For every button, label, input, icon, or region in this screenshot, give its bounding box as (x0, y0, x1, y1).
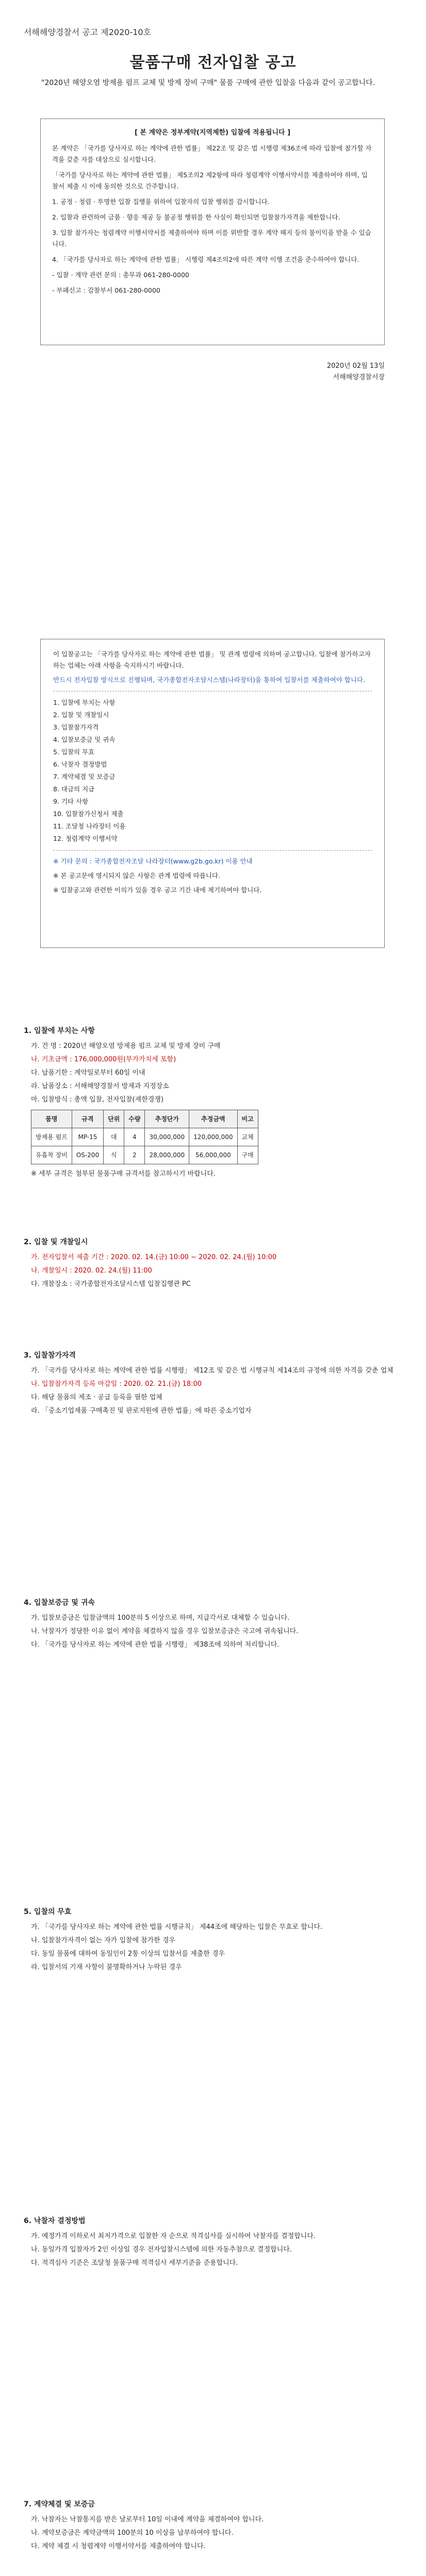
notice-paragraph: 본 계약은 「국가를 당사자로 하는 계약에 관한 법률」 제22조 및 같은 법 시행령 제36조에 따라 입찰에 참가할 자격을 갖춘 자를 대상으로 실시합니다. (52, 144, 372, 163)
list-item: 8. 대금의 지급 (53, 785, 95, 793)
table-header: 추정금액 (189, 1110, 237, 1128)
section-line: 나. 기초금액 : 176,000,000원(부가가치세 포함) (31, 1056, 176, 1063)
page-title: 물품구매 전자입찰 공고 (129, 54, 297, 72)
table-header: 규격 (72, 1110, 103, 1128)
table-cell: 식 (104, 1146, 124, 1164)
notice-date: 2020년 02월 13일 (326, 362, 385, 370)
section-invalid-bid (24, 1906, 402, 1975)
item-table (31, 1110, 258, 1164)
table-row (31, 1128, 258, 1146)
table-cell: 교체 (237, 1128, 258, 1146)
list-item: 4. 입찰보증금 및 귀속 (53, 736, 116, 743)
table-cell: 56,000,000 (189, 1146, 237, 1164)
section-heading: 5. 입찰의 무효 (24, 1908, 72, 1916)
notice-paragraph: 1. 공정 · 청렴 · 투명한 입찰 집행을 위하여 입찰자의 입찰 행위를 감시합니다. (52, 198, 270, 206)
integrity-notice-box (40, 118, 385, 345)
section-award-method (24, 2215, 402, 2271)
section-line: 가. 낙찰자는 낙찰통지를 받은 날로부터 10일 이내에 계약을 체결하여야 합니다. (31, 2516, 264, 2523)
table-cell: 방제용 펌프 (31, 1128, 72, 1146)
notice-issuer: 서해해양경찰서장 (333, 374, 385, 381)
section-line: 가. 「국가를 당사자로 하는 계약에 관한 법률 시행규칙」 제44조에 해당하는 입찰은 무효로 합니다. (31, 1923, 323, 1931)
section-line: 나. 동일가격 입찰자가 2인 이상일 경우 전자입찰시스템에 의한 자동추첨으로 결정합니다. (31, 2246, 292, 2253)
list-item: 5. 입찰의 무효 (53, 748, 95, 756)
section-line: 나. 개찰일시 : 2020. 02. 24.(월) 11:00 (31, 1267, 152, 1275)
section-heading: 6. 낙찰자 결정방법 (24, 2217, 86, 2225)
table-header: 단위 (104, 1110, 124, 1128)
section-heading: 2. 입찰 및 개찰일시 (24, 1238, 88, 1246)
table-cell: 120,000,000 (189, 1128, 237, 1146)
outline-remark: ※ 입찰공고와 관련한 이의가 있을 경우 공고 기간 내에 제기하여야 합니다. (53, 886, 262, 894)
section-line: 다. 납품기한 : 계약일로부터 60일 이내 (31, 1069, 145, 1077)
section-line: 라. 입찰서의 기재 사항이 불명확하거나 누락된 경우 (31, 1963, 182, 1971)
section-line: 마. 입찰방식 : 총액 입찰, 전자입찰(제한경쟁) (31, 1096, 163, 1104)
section-line: 다. 해당 물품의 제조 · 공급 등록을 필한 업체 (31, 1394, 162, 1401)
outline-list (53, 697, 372, 845)
section-line: 가. 건 명 : 2020년 해양오염 방제용 펌프 교체 및 방제 장비 구매 (31, 1042, 221, 1050)
section-line: 다. 개찰장소 : 국가종합전자조달시스템 입찰집행관 PC (31, 1280, 191, 1288)
list-item: 10. 입찰참가신청서 제출 (53, 810, 124, 818)
section-contract (24, 2499, 402, 2554)
table-cell: MP-15 (72, 1128, 103, 1146)
section-heading: 1. 입찰에 부치는 사항 (24, 1027, 95, 1035)
section-schedule (24, 1236, 402, 1292)
list-item: 6. 낙찰자 결정방법 (53, 760, 107, 768)
intro-text: "2020년 해양오염 방제용 펌프 교체 및 방제 장비 구매" 물품 구매에 관한 입찰을 다음과 같이 공고합니다. (41, 79, 375, 87)
list-item: 11. 조달청 나라장터 이용 (53, 822, 126, 830)
section-line: 다. 동일 물품에 대하여 동일인이 2통 이상의 입찰서를 제출한 경우 (31, 1950, 225, 1958)
table-header: 추정단가 (145, 1110, 189, 1128)
section-heading: 7. 계약체결 및 보증금 (24, 2500, 95, 2509)
table-header: 비고 (237, 1110, 258, 1128)
date-block (327, 361, 385, 383)
section-line: 나. 낙찰자가 정당한 이유 없이 계약을 체결하지 않을 경우 입찰보증금은 국고에 귀속됩니다. (31, 1628, 299, 1635)
notice-paragraph: 2. 입찰과 관련하여 금품 · 향응 제공 등 불공정 행위를 한 사실이 확인되면 입찰참가자격을 제한합니다. (52, 213, 340, 221)
table-cell: 28,000,000 (145, 1146, 189, 1164)
outline-note: 반드시 전자입찰 방식으로 진행되며, 국가종합전자조달시스템(나라장터)을 통하여 입찰서를 제출하여야 합니다. (53, 676, 365, 684)
notice-paragraph: 3. 입찰 참가자는 청렴계약 이행서약서를 제출하여야 하며 이를 위반할 경우 계약 해지 등의 불이익을 받을 수 있습니다. (52, 229, 371, 248)
notice-box-title: [ 본 계약은 정부계약(지역제한) 입찰에 적용됩니다 ] (134, 129, 291, 137)
table-header-row (31, 1110, 258, 1128)
table-cell: 30,000,000 (145, 1128, 189, 1146)
section-line: 나. 입찰참가자격 등록 마감일 : 2020. 02. 21.(금) 18:00 (31, 1380, 202, 1388)
section-line: 나. 계약보증금은 계약금액의 100분의 10 이상을 납부하여야 합니다. (31, 2529, 234, 2537)
outline-box (40, 639, 385, 948)
section-line: 라. 「중소기업제품 구매촉진 및 판로지원에 관한 법률」에 따른 중소기업자 (31, 1407, 252, 1415)
section-deposit (24, 1597, 402, 1653)
section-line: 다. 계약 체결 시 청렴계약 이행서약서를 제출하여야 합니다. (31, 2543, 206, 2550)
table-cell: 구매 (237, 1146, 258, 1164)
table-cell: 4 (124, 1128, 145, 1146)
section-line: 라. 납품장소 : 서해해양경찰서 방제과 지정장소 (31, 1082, 169, 1090)
outline-remark: ※ 본 공고문에 명시되지 않은 사항은 관계 법령에 따릅니다. (53, 872, 220, 879)
list-item: 1. 입찰에 부치는 사항 (53, 699, 116, 706)
list-item: 2. 입찰 및 개찰일시 (53, 711, 109, 719)
section-line: 가. 전자입찰서 제출 기간 : 2020. 02. 14.(금) 10:00 ~ 2020. 02. 24.(월) 10:00 (31, 1253, 277, 1261)
notice-paragraph: 「국가를 당사자로 하는 계약에 관한 법률」 제5조의2 제2항에 따라 청렴계약 이행서약서를 제출하여야 하며, 입찰서 제출 시 이에 동의한 것으로 간주합니다. (52, 171, 368, 190)
table-header: 품명 (31, 1110, 72, 1128)
section-eligibility (24, 1350, 402, 1419)
table-header: 수량 (124, 1110, 145, 1128)
outline-lead: 이 입찰공고는 「국가를 당사자로 하는 계약에 관한 법률」 및 관계 법령에 의하여 공고합니다. 입찰에 참가하고자 하는 업체는 아래 사항을 숙지하시기 바랍니다. (53, 650, 371, 669)
section-line: 다. 「국가를 당사자로 하는 계약에 관한 법률 시행령」 제38조에 의하여 처리합니다. (31, 1641, 280, 1649)
notice-paragraph: 4. 「국가를 당사자로 하는 계약에 관한 법률」 시행령 제4조의2에 따른 계약 이행 조건을 준수하여야 합니다. (52, 256, 359, 263)
section-line: 가. 「국가를 당사자로 하는 계약에 관한 법률 시행령」 제12조 및 같은 법 시행규칙 제14조의 규정에 의한 자격을 갖춘 업체 (31, 1367, 394, 1375)
list-item: 7. 계약체결 및 보증금 (53, 773, 116, 781)
section-heading: 4. 입찰보증금 및 귀속 (24, 1599, 95, 1607)
table-cell: 유흡착 장비 (31, 1146, 72, 1164)
table-cell: OS-200 (72, 1146, 103, 1164)
notice-contact: - 입찰 · 계약 관련 문의 : 총무과 061-280-0000 (52, 271, 189, 279)
g2b-link[interactable]: ※ 기타 문의 : 국가종합전자조달 나라장터(www.g2b.go.kr) 이용 안내 (53, 857, 253, 865)
notice-contact: - 부패신고 : 감찰부서 061-280-0000 (52, 286, 160, 294)
section-line: 다. 적격심사 기준은 조달청 물품구매 적격심사 세부기준을 준용합니다. (31, 2259, 238, 2267)
list-item: 12. 청렴계약 이행서약 (53, 835, 118, 842)
list-item: 9. 기타 사항 (53, 798, 89, 805)
section-heading: 3. 입찰참가자격 (24, 1351, 76, 1360)
table-note: ※ 세부 규격은 첨부된 물품구매 규격서를 참고하시기 바랍니다. (31, 1170, 216, 1178)
section-bid-items (24, 1025, 402, 1182)
list-item: 3. 입찰참가자격 (53, 723, 99, 731)
table-row (31, 1146, 258, 1164)
section-line: 나. 입찰참가자격이 없는 자가 입찰에 참가한 경우 (31, 1937, 176, 1944)
notice-number: 서해해양경찰서 공고 제2020-10호 (24, 27, 152, 37)
table-cell: 대 (104, 1128, 124, 1146)
table-cell: 2 (124, 1146, 145, 1164)
divider (53, 850, 372, 851)
section-line: 가. 입찰보증금은 입찰금액의 100분의 5 이상으로 하며, 지급각서로 대체할 수 있습니다. (31, 1614, 290, 1622)
section-line: 가. 예정가격 이하로서 최저가격으로 입찰한 자 순으로 적격심사를 실시하여 낙찰자를 결정합니다. (31, 2232, 316, 2240)
